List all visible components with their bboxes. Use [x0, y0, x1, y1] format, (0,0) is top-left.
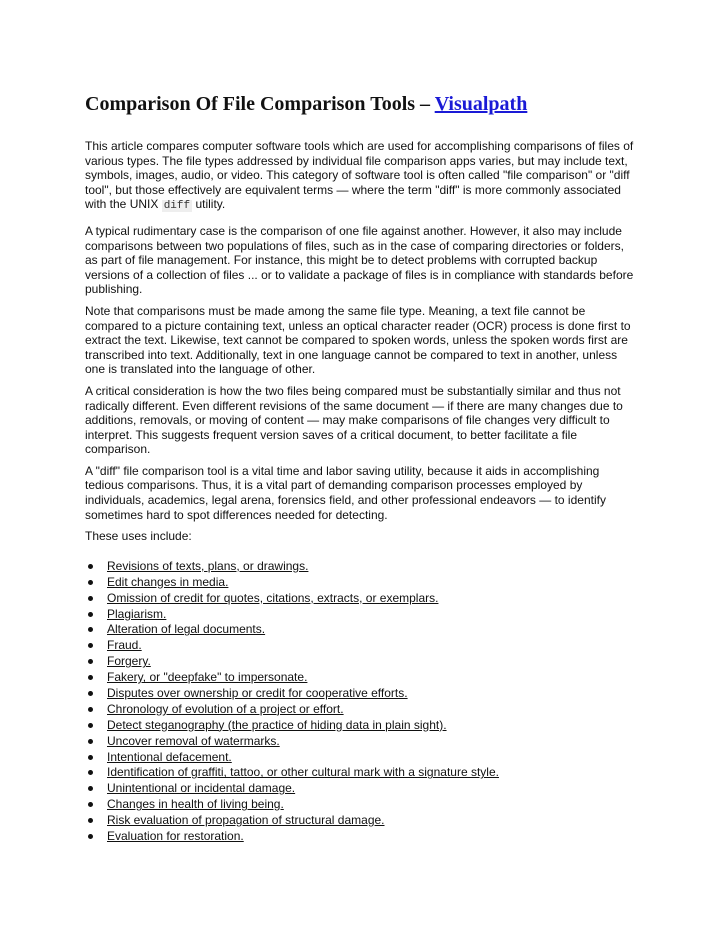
use-item-link[interactable]: Omission of credit for quotes, citations, extracts, or exemplars.	[107, 590, 439, 605]
bullet-icon	[88, 707, 93, 712]
bullet-icon	[88, 659, 93, 664]
title-text: Comparison Of File Comparison Tools –	[85, 93, 435, 115]
bullet-icon	[88, 755, 93, 760]
paragraph-diff-tool: A "diff" file comparison tool is a vital time and labor saving utility, because it aids in accomplishing tedious comparisons. Thus, it is a vital part of demanding comparison processes employed by individuals, academics, legal arena, forensics field, and other professional endeavors — to identify sometimes hard to spot differences needed for detecting.	[85, 463, 606, 522]
paragraph-rudimentary-case: A typical rudimentary case is the comparison of one file against another. However, it also may include comparisons between two populations of files, such as in the case of comparing directories or folders, as part of file management. For instance, this might be to detect problems with corrupted backup versions of a collection of files ... or to validate a package of files is in compliance with standards before publishing.	[85, 223, 634, 297]
paragraph-critical-consideration: A critical consideration is how the two files being compared must be substantially similar and thus not radically different. Even different revisions of the same document — if there are many changes due to additions, removals, or moving of content — may make comparisons of file changes very difficult to interpret. This suggests frequent version saves of a critical document, to better facilitate a file comparison.	[85, 383, 623, 457]
bullet-icon	[88, 627, 93, 632]
use-item-link[interactable]: Fakery, or "deepfake" to impersonate.	[107, 670, 308, 685]
use-item-link[interactable]: Identification of graffiti, tattoo, or other cultural mark with a signature style.	[107, 765, 499, 780]
list-item	[85, 622, 637, 638]
uses-list	[85, 559, 637, 845]
list-item	[85, 750, 637, 766]
use-item-link[interactable]: Revisions of texts, plans, or drawings.	[107, 558, 309, 573]
bullet-icon	[88, 770, 93, 775]
list-item	[85, 718, 637, 734]
bullet-icon	[88, 739, 93, 744]
list-item	[85, 813, 637, 829]
use-item-link[interactable]: Forgery.	[107, 654, 151, 669]
list-item	[85, 781, 637, 797]
use-item-link[interactable]: Risk evaluation of propagation of structural damage.	[107, 813, 385, 828]
use-item-link[interactable]: Changes in health of living being.	[107, 797, 284, 812]
use-item-link[interactable]: Unintentional or incidental damage.	[107, 781, 296, 796]
use-item-link[interactable]: Plagiarism.	[107, 606, 167, 621]
bullet-icon	[88, 580, 93, 585]
use-item-link[interactable]: Uncover removal of watermarks.	[107, 733, 280, 748]
list-item	[85, 765, 637, 781]
use-item-link[interactable]: Disputes over ownership or credit for cooperative efforts.	[107, 685, 408, 700]
list-item	[85, 686, 637, 702]
list-item	[85, 575, 637, 591]
list-item	[85, 829, 637, 845]
use-item-link[interactable]: Chronology of evolution of a project or effort.	[107, 701, 344, 716]
bullet-icon	[88, 723, 93, 728]
use-item-link[interactable]: Fraud.	[107, 638, 142, 653]
bullet-icon	[88, 818, 93, 823]
paragraph-file-type: Note that comparisons must be made among the same file type. Meaning, a text file cannot be compared to a picture containing text, unless an optical character reader (OCR) process is done first to extract the text. Likewise, text cannot be compared to spoken words, unless the spoken words first are transcribed into text. Additionally, text in one language cannot be compared to text in another, unless one is translated into the language of other.	[85, 303, 631, 377]
bullet-icon	[88, 675, 93, 680]
bullet-icon	[88, 834, 93, 839]
list-item	[85, 797, 637, 813]
bullet-icon	[88, 802, 93, 807]
intro-paragraph	[85, 139, 637, 214]
bullet-icon	[88, 786, 93, 791]
visualpath-link[interactable]: Visualpath	[434, 93, 528, 115]
diff-code: diff	[163, 200, 191, 213]
bullet-icon	[88, 596, 93, 601]
list-item	[85, 702, 637, 718]
list-item	[85, 638, 637, 654]
bullet-icon	[88, 564, 93, 569]
use-item-link[interactable]: Intentional defacement.	[107, 749, 232, 764]
list-item	[85, 591, 637, 607]
article-body	[85, 139, 637, 845]
use-item-link[interactable]: Detect steganography (the practice of hiding data in plain sight).	[107, 717, 447, 732]
use-item-link[interactable]: Alteration of legal documents.	[107, 622, 266, 637]
bullet-icon	[88, 691, 93, 696]
bullet-icon	[88, 612, 93, 617]
list-item	[85, 670, 637, 686]
list-item	[85, 559, 637, 575]
list-item	[85, 654, 637, 670]
list-item	[85, 607, 637, 623]
use-item-link[interactable]: Edit changes in media.	[107, 574, 229, 589]
paragraph-uses-intro: These uses include:	[85, 529, 192, 544]
page-title	[85, 90, 527, 118]
bullet-icon	[88, 643, 93, 648]
use-item-link[interactable]: Evaluation for restoration.	[107, 828, 244, 843]
intro-text: This article compares computer software tools which are used for accomplishing comparisons of files of various types. The file types addressed by individual file comparison apps varies, but may include text, symbols, images, audio, or video. This category of software tool is often called "file comparison" or "diff tool", but those effectively are equivalent terms — where the term "diff" is more commonly associated with the UNIX	[85, 139, 634, 212]
list-item	[85, 734, 637, 750]
intro-text-end: utility.	[195, 197, 226, 212]
